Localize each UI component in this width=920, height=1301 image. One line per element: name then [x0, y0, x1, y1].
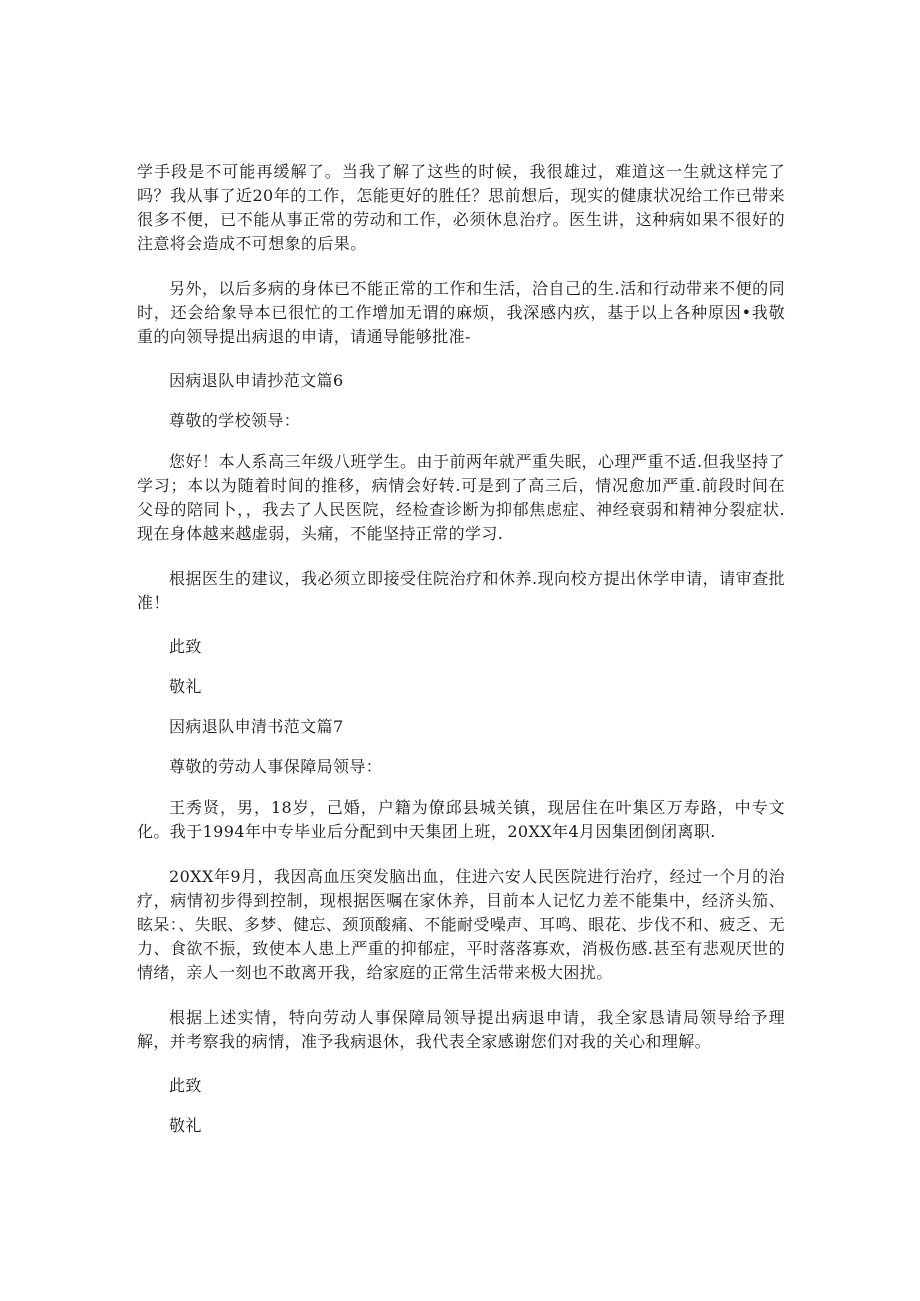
- section-heading-7: 因病退队申清书范文篇7: [169, 717, 344, 736]
- paragraph: 20XX年9月，我因高血压突发脑出血，住进六安人民医院进行治疗，经过一个月的治疗，病情初步得到控制，现根据医嘱在家休养，目前本人记忆力差不能集中，经济头笳、眩呆：、失眠、多梦、健忘、颈顶酸痛、不能耐受噪声、耳鸣、眼花、步伐不和、疲乏、无力、食欲不振，致使本人患上严重的抑郁症，平时落落寡欢，消极伤感.甚至有悲观厌世的情绪，亲人一刻也不敢离开我，给家庭的正常生活带来极大困扰。: [137, 867, 786, 982]
- paragraph: 根据医生的建议，我必须立即接受住院治疗和休养.现向校方提出休学申请，请审查批准！: [137, 569, 785, 612]
- paragraph: 王秀贤，男，18岁，己婚，户籍为僚邱县城关镇，现居住在叶集区万寿路，中专文化。我于1994年中专毕业后分配到中天集团上班，20XX年4月因集团倒闭离职.: [137, 798, 785, 841]
- closing-regards: 敬礼: [169, 677, 202, 696]
- closing-line: 此致: [169, 1076, 202, 1095]
- paragraph-continued: 学手段是不可能再缓解了。当我了解了这些的时候，我很雄过，难道这一生就这样完了吗？我从事了近20年的工作，怎能更好的胜任？思前想后，现实的健康状况给工作已带来很多不便，已不能从事正常的劳动和工作，必须休息治疗。医生讲，这种病如果不很好的注意将会造成不可想象的后果。: [137, 162, 785, 253]
- section-heading-6: 因病退队申请抄范文篇6: [169, 371, 344, 390]
- document-page: [137, 160, 785, 1155]
- paragraph: 您好！本人系高三年级八班学生。由于前两年就严重失眠，心理严重不适.但我坚持了学习；本以为随着时间的推移，病情会好转.可是到了高三后，情况愈加严重.前段时间在父母的陪同卜，，我去了人民医院，经检查诊断为抑郁焦虑症、神经衰弱和精神分裂症状.现在身体越来越虚弱，头痛，不能坚持正常的学习.: [137, 452, 785, 543]
- salutation: 尊敬的学校领导：: [169, 411, 301, 430]
- closing-regards: 敬礼: [169, 1116, 202, 1135]
- paragraph: 根据上述实情，特向劳动人事保障局领导提出病退申请，我全家恳请局领导给予理解，并考察我的病情，准予我病退休，我代表全家感谢您们对我的关心和理解。: [137, 1008, 785, 1051]
- closing-line: 此致: [169, 637, 202, 656]
- salutation: 尊敬的劳动人事保障局领导：: [169, 757, 383, 776]
- paragraph: 另外，以后多病的身体已不能正常的工作和生活，洽自己的生.活和行动带来不便的同时，还会给象导本已很忙的工作增加无谓的麻烦，我深感内疚，基于以上各种原因•我敬重的向领导提出病退的申请，请通导能够批准-: [137, 279, 785, 346]
